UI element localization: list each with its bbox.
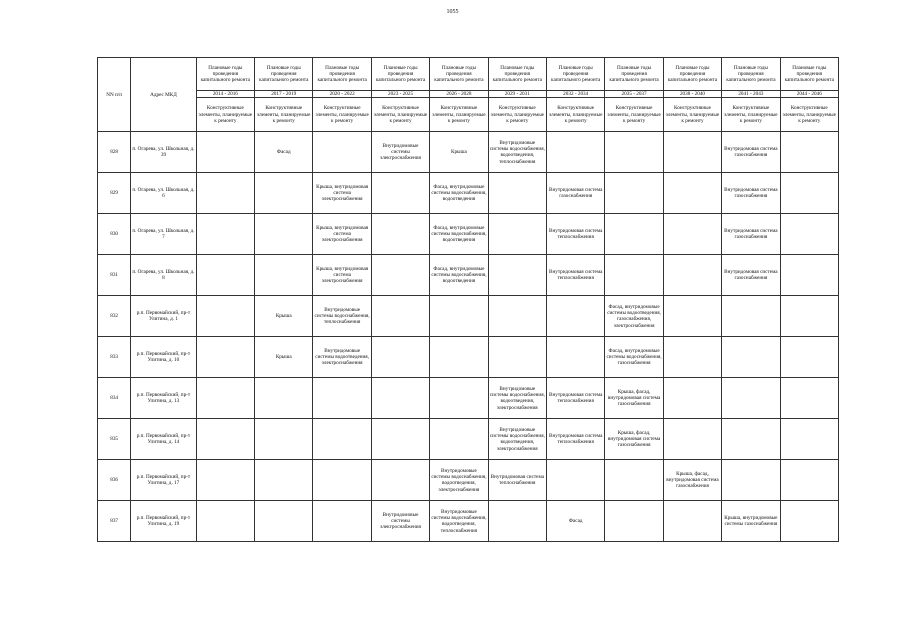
repair-cell: Фасад, внутридомовые системы водоснабжения, водоотведения bbox=[430, 214, 488, 255]
header-period-years: 2014 - 2016 bbox=[196, 91, 254, 98]
repair-cell bbox=[547, 337, 605, 378]
repair-cell bbox=[663, 132, 721, 173]
header-period-title: Плановые годы проведения капитального ремонта bbox=[255, 58, 313, 91]
row-number: 833 bbox=[98, 337, 131, 378]
header-sub: Конструктивные элементы, планируемые к ремонту bbox=[547, 98, 605, 132]
repair-cell bbox=[196, 296, 254, 337]
repair-cell: Внутридомовая система газоснабжения bbox=[722, 214, 780, 255]
repair-cell bbox=[196, 173, 254, 214]
repair-cell: Внутридомовые системы водоснабжения, водоотведения, электроснабжения bbox=[430, 460, 488, 501]
row-address: р.п. Первомайский, пр-т Улитина, д. 1 bbox=[131, 296, 196, 337]
repair-cell bbox=[255, 214, 313, 255]
repair-cell bbox=[313, 460, 371, 501]
header-sub: Конструктивные элементы, планируемые к ремонту bbox=[605, 98, 663, 132]
repair-cell bbox=[196, 214, 254, 255]
repair-cell: Крыша, внутридомовая система электроснабжения bbox=[313, 173, 371, 214]
header-period-title: Плановые годы проведения капитального ремонта bbox=[663, 58, 721, 91]
row-number: 828 bbox=[98, 132, 131, 173]
repair-cell: Крыша bbox=[255, 296, 313, 337]
repair-cell bbox=[663, 255, 721, 296]
repair-cell bbox=[255, 460, 313, 501]
repair-cell: Внутридомовая система теплоснабжения bbox=[488, 460, 546, 501]
repair-cell bbox=[663, 337, 721, 378]
repair-cell bbox=[255, 378, 313, 419]
repair-cell bbox=[488, 173, 546, 214]
table-row bbox=[98, 255, 839, 296]
header-sub: Конструктивные элементы, планируемые к ремонту bbox=[255, 98, 313, 132]
repair-cell: Крыша, внутридомовая система электроснабжения bbox=[313, 255, 371, 296]
repair-cell: Крыша, фасад, внутридомовая система газоснабжения bbox=[663, 460, 721, 501]
row-number: 831 bbox=[98, 255, 131, 296]
repair-cell bbox=[196, 378, 254, 419]
header-period-title: Плановые годы проведения капитального ремонта bbox=[722, 58, 780, 91]
repair-cell bbox=[605, 214, 663, 255]
table-row bbox=[98, 296, 839, 337]
header-period-title: Плановые годы проведения капитального ремонта bbox=[371, 58, 429, 91]
repair-cell bbox=[371, 419, 429, 460]
repair-cell: Внутридомовая система теплоснабжения bbox=[547, 378, 605, 419]
repair-cell bbox=[430, 296, 488, 337]
repair-cell bbox=[255, 419, 313, 460]
table-row bbox=[98, 337, 839, 378]
repair-cell: Внутридомовые системы водоотведения, электроснабжения bbox=[313, 337, 371, 378]
repair-cell bbox=[780, 460, 838, 501]
header-period-years: 2020 - 2022 bbox=[313, 91, 371, 98]
header-sub: Конструктивные элементы, планируемые к ремонту bbox=[430, 98, 488, 132]
header-sub: Конструктивные элементы, планируемые к ремонту bbox=[780, 98, 838, 132]
row-address: п. Огарева, ул. Школьная, д. 39 bbox=[131, 132, 196, 173]
repair-cell bbox=[722, 296, 780, 337]
repair-cell bbox=[196, 460, 254, 501]
capital-repair-table bbox=[97, 57, 839, 542]
header-period-years: 2029 - 2031 bbox=[488, 91, 546, 98]
repair-cell: Фасад, внутридомовые системы водоснабжения, газоснабжения bbox=[605, 337, 663, 378]
repair-cell: Внутридомовые системы электроснабжения bbox=[371, 132, 429, 173]
header-sub: Конструктивные элементы, планируемые к ремонту bbox=[196, 98, 254, 132]
header-period-title: Плановые годы проведения капитального ремонта bbox=[605, 58, 663, 91]
repair-cell bbox=[488, 337, 546, 378]
repair-cell bbox=[663, 501, 721, 542]
header-sub: Конструктивные элементы, планируемые к ремонту bbox=[313, 98, 371, 132]
row-number: 832 bbox=[98, 296, 131, 337]
repair-cell bbox=[196, 501, 254, 542]
repair-cell bbox=[780, 132, 838, 173]
repair-cell bbox=[313, 501, 371, 542]
row-address: р.п. Первомайский, пр-т Улитина, д. 13 bbox=[131, 378, 196, 419]
header-period-title: Плановые годы проведения капитального ремонта bbox=[547, 58, 605, 91]
repair-cell: Внутридомовая система теплоснабжения bbox=[547, 255, 605, 296]
repair-cell bbox=[663, 214, 721, 255]
header-period-years: 2038 - 2040 bbox=[663, 91, 721, 98]
header-period-years: 2026 - 2028 bbox=[430, 91, 488, 98]
repair-cell bbox=[196, 419, 254, 460]
header-period-title: Плановые годы проведения капитального ремонта bbox=[430, 58, 488, 91]
table-row bbox=[98, 378, 839, 419]
repair-cell bbox=[663, 296, 721, 337]
repair-cell: Фасад, внутридомовые системы водоснабжения, водоотведения bbox=[430, 255, 488, 296]
table-row bbox=[98, 460, 839, 501]
row-number: 829 bbox=[98, 173, 131, 214]
repair-cell bbox=[371, 460, 429, 501]
row-address: р.п. Первомайский, пр-т Улитина, д. 14 bbox=[131, 419, 196, 460]
row-number: 834 bbox=[98, 378, 131, 419]
repair-cell bbox=[663, 419, 721, 460]
repair-cell bbox=[722, 337, 780, 378]
table-row bbox=[98, 419, 839, 460]
repair-cell: Крыша bbox=[255, 337, 313, 378]
repair-cell bbox=[605, 501, 663, 542]
repair-cell: Фасад, внутридомовые системы водоснабжения, водоотведения bbox=[430, 173, 488, 214]
repair-cell bbox=[780, 501, 838, 542]
repair-cell bbox=[780, 296, 838, 337]
repair-cell: Крыша, фасад, внутридомовая система газоснабжения bbox=[605, 378, 663, 419]
header-period-years: 2017 - 2019 bbox=[255, 91, 313, 98]
repair-cell: Внутридомовые системы электроснабжения bbox=[371, 501, 429, 542]
repair-cell: Внутридомовые системы водоснабжения, теплоснабжения bbox=[313, 296, 371, 337]
repair-cell bbox=[780, 173, 838, 214]
repair-cell bbox=[605, 173, 663, 214]
repair-cell bbox=[780, 337, 838, 378]
repair-cell bbox=[547, 296, 605, 337]
repair-cell bbox=[488, 501, 546, 542]
table-row bbox=[98, 173, 839, 214]
repair-cell bbox=[313, 132, 371, 173]
repair-cell bbox=[371, 378, 429, 419]
repair-cell bbox=[780, 378, 838, 419]
repair-cell bbox=[605, 255, 663, 296]
repair-cell bbox=[313, 378, 371, 419]
repair-cell bbox=[780, 419, 838, 460]
repair-cell: Внутридомовые системы водоснабжения, водоотведения, электроснабжения bbox=[488, 378, 546, 419]
header-period-title: Плановые годы проведения капитального ремонта bbox=[196, 58, 254, 91]
repair-cell bbox=[488, 255, 546, 296]
header-period-title: Плановые годы проведения капитального ремонта bbox=[488, 58, 546, 91]
repair-cell bbox=[255, 173, 313, 214]
repair-cell: Крыша bbox=[430, 132, 488, 173]
repair-cell: Внутридомовая система газоснабжения bbox=[722, 132, 780, 173]
repair-cell bbox=[430, 419, 488, 460]
row-address: п. Огарева, ул. Школьная, д. 8 bbox=[131, 255, 196, 296]
repair-cell bbox=[780, 214, 838, 255]
repair-cell bbox=[371, 255, 429, 296]
repair-cell: Крыша, внутридомовые системы газоснабжения bbox=[722, 501, 780, 542]
repair-cell bbox=[547, 460, 605, 501]
repair-cell: Внутридомовые системы водоснабжения, водоотведения, теплоснабжения bbox=[488, 132, 546, 173]
header-period-title: Плановые годы проведения капитального ремонта bbox=[313, 58, 371, 91]
row-address: р.п. Первомайский, пр-т Улитина, д. 19 bbox=[131, 501, 196, 542]
repair-cell: Внутридомовая система газоснабжения bbox=[722, 173, 780, 214]
row-address: п. Огарева, ул. Школьная, д. 6 bbox=[131, 173, 196, 214]
repair-cell: Крыша, фасад, внутридомовая система газоснабжения bbox=[605, 419, 663, 460]
repair-cell: Внутридомовая система теплоснабжения bbox=[547, 419, 605, 460]
repair-cell bbox=[371, 296, 429, 337]
header-number: NN п/п bbox=[98, 58, 131, 132]
repair-cell bbox=[196, 255, 254, 296]
repair-cell bbox=[255, 255, 313, 296]
row-number: 835 bbox=[98, 419, 131, 460]
row-number: 836 bbox=[98, 460, 131, 501]
page-number: 1055 bbox=[446, 9, 459, 15]
row-address: р.п. Первомайский, пр-т Улитина, д. 17 bbox=[131, 460, 196, 501]
repair-cell: Внутридомовая система газоснабжения bbox=[547, 173, 605, 214]
repair-cell: Фасад bbox=[255, 132, 313, 173]
repair-cell bbox=[430, 378, 488, 419]
row-number: 830 bbox=[98, 214, 131, 255]
row-address: р.п. Первомайский, пр-т Улитина, д. 10 bbox=[131, 337, 196, 378]
table-row bbox=[98, 501, 839, 542]
repair-cell bbox=[255, 501, 313, 542]
repair-cell bbox=[722, 378, 780, 419]
repair-cell bbox=[780, 255, 838, 296]
table-row bbox=[98, 214, 839, 255]
repair-cell: Внутридомовая система теплоснабжения bbox=[547, 214, 605, 255]
header-sub: Конструктивные элементы, планируемые к ремонту bbox=[663, 98, 721, 132]
repair-cell: Внутридомовая система газоснабжения bbox=[722, 255, 780, 296]
header-sub: Конструктивные элементы, планируемые к ремонту bbox=[722, 98, 780, 132]
repair-cell bbox=[605, 460, 663, 501]
row-address: п. Огарева, ул. Школьная, д. 7 bbox=[131, 214, 196, 255]
repair-cell bbox=[722, 460, 780, 501]
header-period-years: 2023 - 2025 bbox=[371, 91, 429, 98]
header-sub: Конструктивные элементы, планируемые к ремонту bbox=[371, 98, 429, 132]
repair-cell bbox=[196, 337, 254, 378]
repair-cell bbox=[371, 214, 429, 255]
repair-cell: Фасад bbox=[547, 501, 605, 542]
repair-cell bbox=[371, 337, 429, 378]
header-period-years: 2041 - 2043 bbox=[722, 91, 780, 98]
header-period-years: 2044 - 2046 bbox=[780, 91, 838, 98]
header-period-years: 2035 - 2037 bbox=[605, 91, 663, 98]
row-number: 837 bbox=[98, 501, 131, 542]
repair-cell bbox=[430, 337, 488, 378]
repair-cell bbox=[196, 132, 254, 173]
repair-cell bbox=[663, 173, 721, 214]
repair-cell bbox=[722, 419, 780, 460]
repair-cell bbox=[547, 132, 605, 173]
repair-cell: Внутридомовые системы водоснабжения, водоотведения, электроснабжения bbox=[488, 419, 546, 460]
repair-cell: Фасад, внутридомовые системы водоотведения, газоснабжения, электроснабжения bbox=[605, 296, 663, 337]
repair-cell bbox=[605, 132, 663, 173]
repair-cell: Крыша, внутридомовая система электроснабжения bbox=[313, 214, 371, 255]
header-sub: Конструктивные элементы, планируемые к ремонту bbox=[488, 98, 546, 132]
repair-cell bbox=[663, 378, 721, 419]
repair-cell bbox=[488, 214, 546, 255]
header-period-years: 2032 - 2034 bbox=[547, 91, 605, 98]
table-row bbox=[98, 132, 839, 173]
repair-cell bbox=[313, 419, 371, 460]
header-period-title: Плановые годы проведения капитального ремонта bbox=[780, 58, 838, 91]
repair-cell bbox=[371, 173, 429, 214]
repair-cell: Внутридомовые системы водоснабжения, водоотведения, теплоснабжения bbox=[430, 501, 488, 542]
header-address: Адрес МКД bbox=[131, 58, 196, 132]
repair-cell bbox=[488, 296, 546, 337]
